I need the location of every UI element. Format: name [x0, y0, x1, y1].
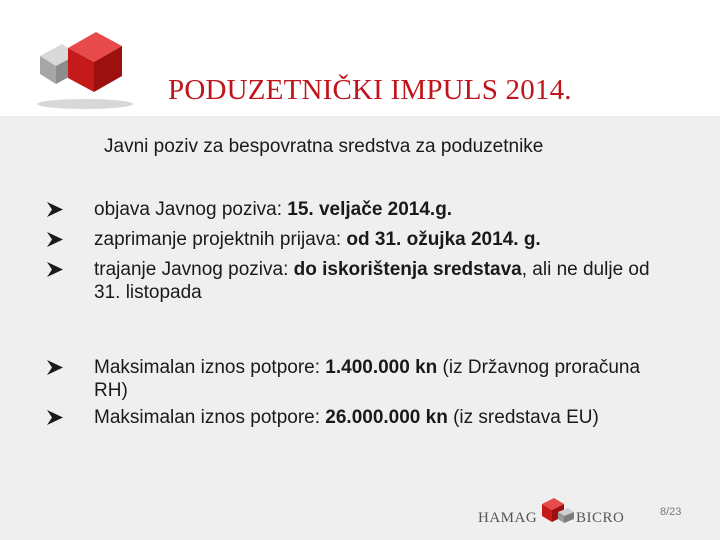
bullet-bold-text: od 31. ožujka 2014. g. [346, 229, 541, 250]
bullet-suffix: (iz sredstava EU) [447, 407, 599, 428]
slide-subtitle: Javni poziv za bespovratna sredstva za poduzetnike [104, 136, 544, 157]
arrowhead-bullet-icon [46, 231, 64, 248]
bullet-bold-text: 15. veljače 2014.g. [287, 199, 453, 220]
bullet-bold-text: do iskorištenja sredstava [293, 259, 522, 280]
bullet-suffix: (iz Državnog proračuna RH) [94, 357, 641, 401]
bullet-text: trajanje Javnog poziva: [94, 259, 294, 280]
list-item [46, 258, 666, 304]
bullet-text: Maksimalan iznos potpore: [94, 357, 326, 378]
arrowhead-bullet-icon [46, 409, 64, 426]
cubes-logo-icon [30, 26, 140, 116]
arrowhead-bullet-icon [46, 261, 64, 278]
bullet-bold-text: 1.400.000 kn [325, 357, 438, 378]
bullet-text: zaprimanje projektnih prijava: [94, 229, 347, 250]
key-dates-list [46, 198, 666, 311]
hamag-bicro-logo [476, 490, 636, 530]
logo-right-text: BICRO [576, 510, 625, 526]
arrowhead-bullet-icon [46, 359, 64, 376]
max-support-list [46, 356, 666, 433]
bullet-suffix: , ali ne dulje od 31. listopada [94, 259, 650, 303]
logo-left-text: HAMAG [478, 510, 538, 526]
arrowhead-bullet-icon [46, 201, 64, 218]
bullet-text: objava Javnog poziva: [94, 199, 288, 220]
slide-title: PODUZETNIČKI IMPULS 2014. [168, 74, 572, 106]
page-number: 8/23 [660, 506, 682, 518]
bullet-text: Maksimalan iznos potpore: [94, 407, 326, 428]
list-item [46, 406, 666, 429]
bullet-bold-text: 26.000.000 kn [325, 407, 448, 428]
list-item [46, 198, 666, 221]
list-item [46, 356, 666, 402]
list-item [46, 228, 666, 251]
content-band [0, 116, 720, 540]
